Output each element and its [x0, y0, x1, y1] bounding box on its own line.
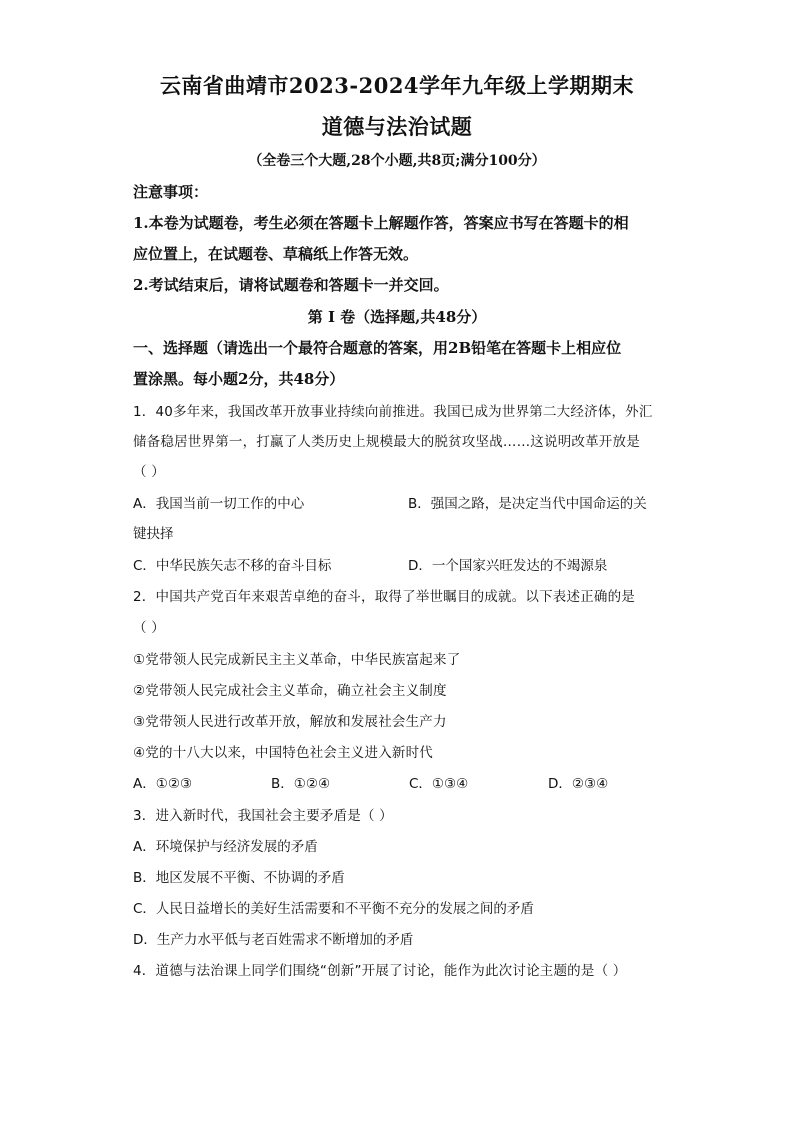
q1-stem-line-2: 储备稳居世界第一，打赢了人类历史上规模最大的脱贫攻坚战……这说明改革开放是	[133, 434, 640, 450]
q2-statement-1: ①党带领人民完成新民主主义革命，中华民族富起来了	[133, 652, 461, 668]
q2-option-d: D．②③④	[548, 776, 609, 792]
q1-option-b-line-1: B．强国之路，是决定当代中国命运的关	[408, 496, 647, 512]
notes-heading: 注意事项：	[133, 183, 209, 201]
exam-subject-title: 道德与法治试题	[321, 114, 473, 139]
q1-option-b-line-2: 键抉择	[133, 526, 174, 542]
q3-option-b: B．地区发展不平衡、不协调的矛盾	[133, 870, 345, 886]
note-1-line-2: 应位置上，在试题卷、草稿纸上作答无效。	[133, 245, 419, 263]
q3-stem: 3．进入新时代，我国社会主要矛盾是（ ）	[133, 808, 393, 824]
note-1-line-1: 1.本卷为试题卷，考生必须在答题卡上解题作答，答案应书写在答题卡的相	[133, 214, 629, 232]
q2-statement-4: ④党的十八大以来，中国特色社会主义进入新时代	[133, 745, 434, 761]
q2-option-b: B．①②④	[271, 776, 331, 792]
q3-option-d: D．生产力水平低与老百姓需求不断增加的矛盾	[133, 932, 414, 948]
q2-stem-line-2: （ ）	[133, 620, 165, 636]
q1-option-a: A．我国当前一切工作的中心	[133, 496, 305, 512]
q1-option-d: D．一个国家兴旺发达的不竭源泉	[408, 558, 608, 574]
section-1-line-2: 置涂黑。每小题2分，共48分）	[133, 370, 345, 388]
part-1-heading: 第 I 卷（选择题,共48分）	[307, 308, 487, 326]
q2-statement-2: ②党带领人民完成社会主义革命，确立社会主义制度	[133, 683, 447, 699]
q4-stem: 4．道德与法治课上同学们围绕“创新”开展了讨论，能作为此次讨论主题的是（ ）	[133, 963, 627, 979]
q1-stem-line-1: 1．40多年来，我国改革开放事业持续向前推进。我国已成为世界第二大经济体，外汇	[133, 404, 653, 420]
q2-option-c: C．①③④	[409, 776, 469, 792]
q3-option-c: C．人民日益增长的美好生活需要和不平衡不充分的发展之间的矛盾	[133, 901, 534, 917]
q3-option-a: A．环境保护与经济发展的矛盾	[133, 839, 318, 855]
q1-option-c: C．中华民族矢志不移的奋斗目标	[133, 558, 332, 574]
section-1-line-1: 一、选择题（请选出一个最符合题意的答案，用2B铅笔在答题卡上相应位	[133, 339, 622, 357]
note-2: 2.考试结束后，请将试题卷和答题卡一并交回。	[133, 276, 449, 294]
q2-option-a: A．①②③	[133, 776, 193, 792]
q2-statement-3: ③党带领人民进行改革开放，解放和发展社会生产力	[133, 714, 447, 730]
exam-info: （全卷三个大题,28个小题,共8页;满分100分）	[248, 153, 546, 169]
exam-title: 云南省曲靖市2023-2024学年九年级上学期期末	[159, 73, 635, 98]
q1-stem-line-3: （ ）	[133, 464, 165, 480]
q2-stem-line-1: 2．中国共产党百年来艰苦卓绝的奋斗，取得了举世瞩目的成就。以下表述正确的是	[133, 589, 635, 605]
